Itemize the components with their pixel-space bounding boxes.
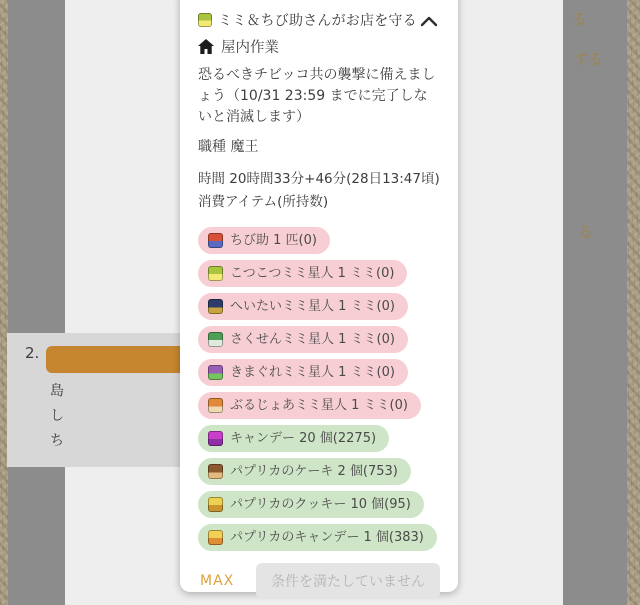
task-category-label: 屋内作業 <box>221 40 279 56</box>
mimi-sprite-icon <box>198 13 212 27</box>
consume-item-label: きまぐれミミ星人 1 ミミ(0) <box>230 365 395 380</box>
task-time-line: 時間 20時間33分+46分(28日13:47頃) <box>198 171 440 187</box>
consume-item-label: こつこつミミ星人 1 ミミ(0) <box>230 266 395 281</box>
confirm-button-disabled[interactable]: 条件を満たしていません <box>256 563 440 599</box>
consume-item-chip <box>198 326 408 353</box>
consume-item-label: へいたいミミ星人 1 ミミ(0) <box>230 299 395 314</box>
heitai-mimi-sprite-icon <box>208 299 223 314</box>
consume-item-label: パプリカのクッキー 10 個(95) <box>230 497 411 512</box>
consume-item-label: さくせんミミ星人 1 ミミ(0) <box>230 332 395 347</box>
task-job-line: 職種 魔王 <box>198 139 259 155</box>
background-text-fragment: し <box>50 408 64 424</box>
chevron-up-icon <box>420 16 438 27</box>
task-description: 恐るべきチビッコ共の襲撃に備えましょう（10/31 23:59 までに完了しないと消滅します） <box>198 67 436 125</box>
background-text-fragment: 島 <box>50 383 64 399</box>
consume-item-label: パプリカのケーキ 2 個(753) <box>230 464 398 479</box>
kimagure-mimi-sprite-icon <box>208 365 223 380</box>
list-item-number: 2. <box>25 344 40 362</box>
background-link-fragment: る <box>578 223 594 241</box>
sakusen-mimi-sprite-icon <box>208 332 223 347</box>
candy-icon <box>208 431 223 446</box>
consume-item-chip <box>198 425 389 452</box>
consume-item-label: パプリカのキャンデー 1 個(383) <box>230 530 424 545</box>
consume-item-list <box>198 227 440 551</box>
modal-footer <box>198 563 440 599</box>
task-title: ミミ＆ちび助さんがお店を守る <box>218 13 417 29</box>
consume-item-chip <box>198 392 421 419</box>
modal-header <box>198 10 440 30</box>
consume-item-label: キャンデー 20 個(2275) <box>230 431 377 446</box>
consume-item-label: ちび助 1 匹(0) <box>230 233 317 248</box>
background-link-fragment: る <box>572 10 588 28</box>
burujoa-mimi-sprite-icon <box>208 398 223 413</box>
cake-icon <box>208 464 223 479</box>
max-button[interactable]: MAX <box>198 569 236 593</box>
consume-item-chip <box>198 260 407 287</box>
consume-item-chip <box>198 293 408 320</box>
kotsukotsu-mimi-sprite-icon <box>208 266 223 281</box>
background-action-button <box>46 346 187 373</box>
task-detail-modal <box>180 0 458 592</box>
background-link-fragment: する <box>573 50 604 68</box>
consume-item-chip <box>198 227 330 254</box>
background-text-fragment: ち <box>50 433 64 449</box>
consume-items-header: 消費アイテム(所持数) <box>198 194 329 210</box>
background-list-item <box>7 333 180 467</box>
consume-item-chip <box>198 359 408 386</box>
chibisuke-sprite-icon <box>208 233 223 248</box>
home-icon <box>198 39 214 54</box>
task-time-block <box>198 168 440 214</box>
task-category-row <box>198 36 440 57</box>
cookie-icon <box>208 497 223 512</box>
consume-item-chip <box>198 524 437 551</box>
consume-item-chip <box>198 458 411 485</box>
consume-item-label: ぶるじょあミミ星人 1 ミミ(0) <box>230 398 408 413</box>
consume-item-chip <box>198 491 424 518</box>
paprika-candy-icon <box>208 530 223 545</box>
collapse-button[interactable] <box>416 11 442 31</box>
